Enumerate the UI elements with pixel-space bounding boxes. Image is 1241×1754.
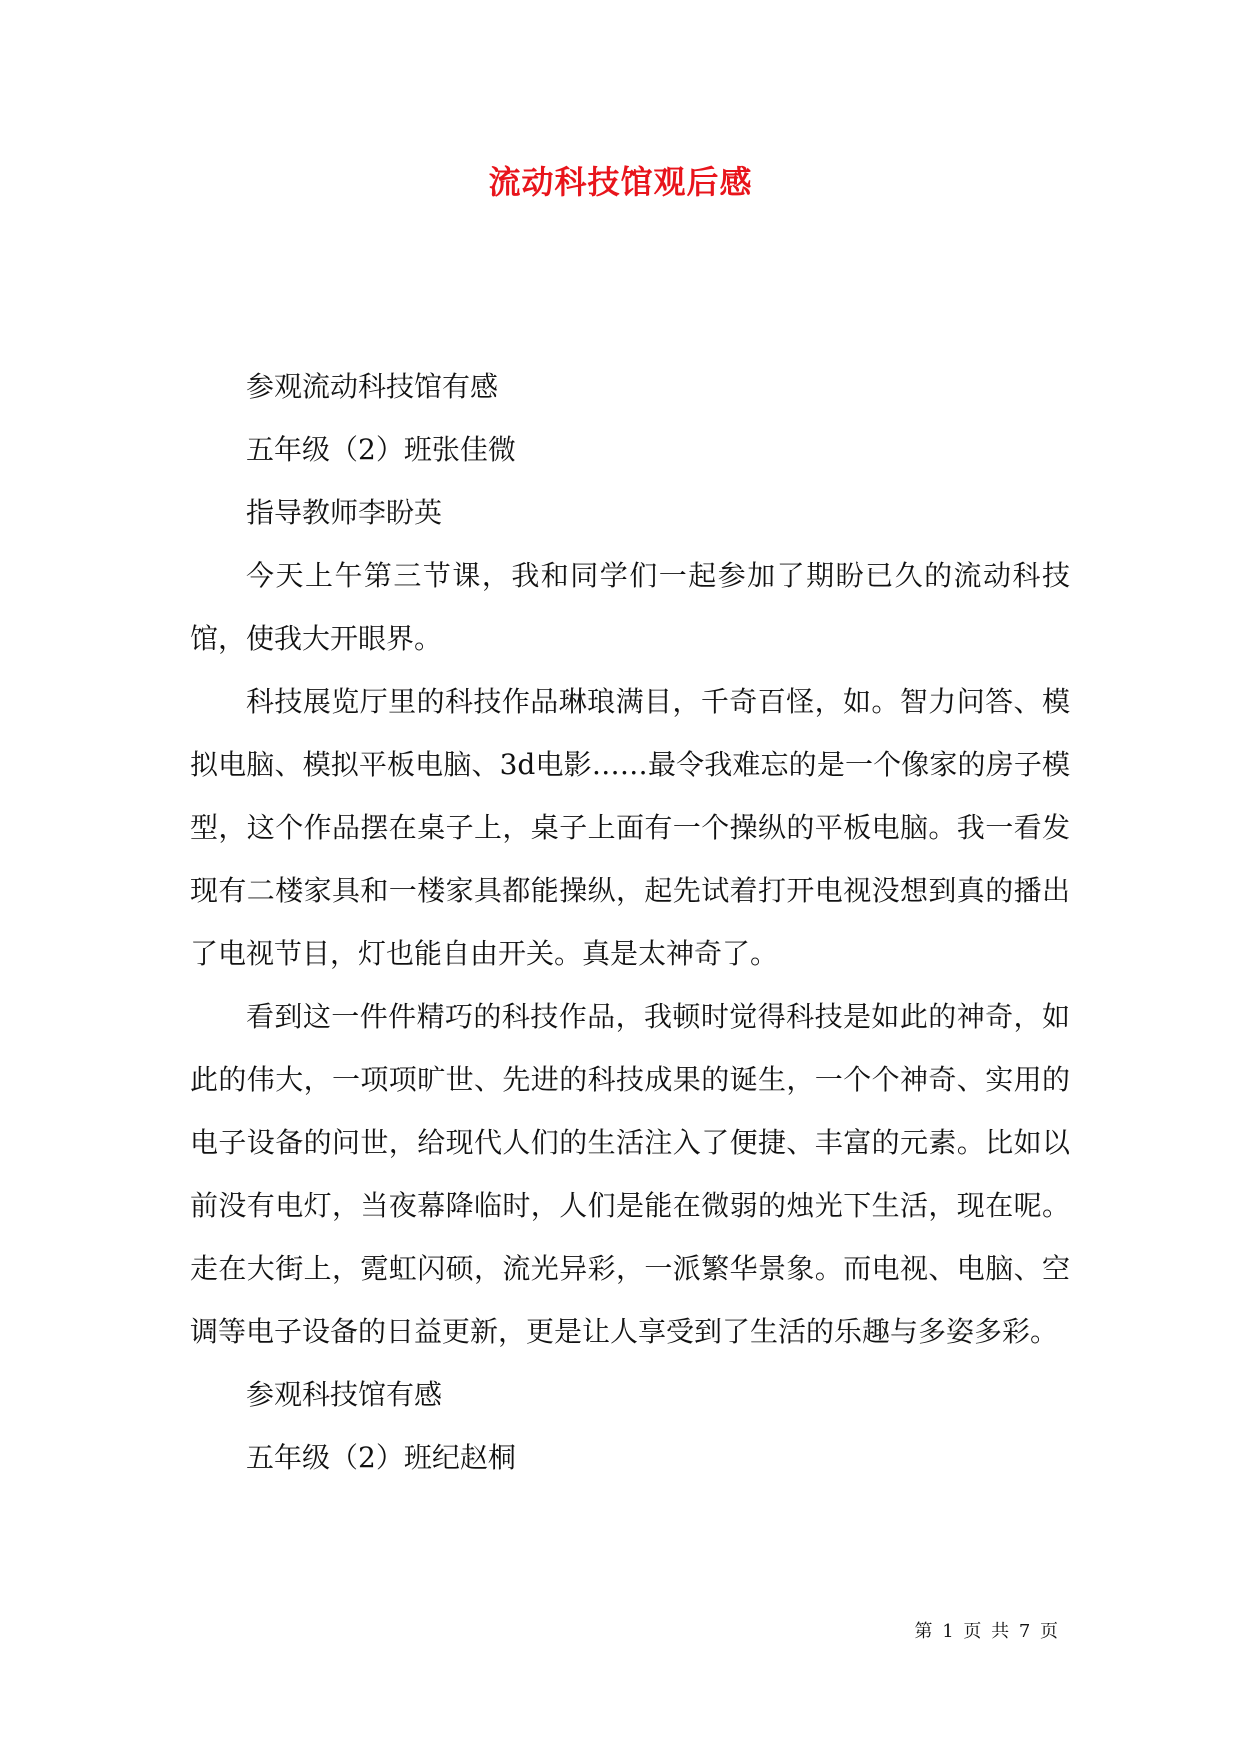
body-paragraph: 科技展览厅里的科技作品琳琅满目，千奇百怪，如。智力问答、模拟电脑、模拟平板电脑、3d电影……最令我难忘的是一个像家的房子模型，这个作品摆在桌子上，桌子上面有一个操纵的平板电脑。我一看发现有二楼家具和一楼家具都能操纵，起先试着打开电视没想到真的播出了电视节目，灯也能自由开关。真是太神奇了。 — [190, 685, 1070, 970]
author-line-1: 五年级（2）班张佳微 — [246, 433, 516, 466]
document-body — [190, 355, 1070, 1489]
subtitle-essay-1: 参观流动科技馆有感 — [246, 370, 499, 403]
subtitle-essay-2: 参观科技馆有感 — [246, 1378, 443, 1411]
document-title: 流动科技馆观后感 — [488, 163, 753, 201]
body-paragraph: 今天上午第三节课，我和同学们一起参加了期盼已久的流动科技馆，使我大开眼界。 — [190, 559, 1070, 655]
author-line-2: 五年级（2）班纪赵桐 — [246, 1441, 516, 1474]
body-paragraph: 看到这一件件精巧的科技作品，我顿时觉得科技是如此的神奇，如此的伟大，一项项旷世、先进的科技成果的诞生，一个个神奇、实用的电子设备的问世，给现代人们的生活注入了便捷、丰富的元素。比如以前没有电灯，当夜幕降临时，人们是能在微弱的烛光下生活，现在呢。走在大街上，霓虹闪硕，流光异彩，一派繁华景象。而电视、电脑、空调等电子设备的日益更新，更是让人享受到了生活的乐趣与多姿多彩。 — [190, 1000, 1070, 1348]
page-number: 第 1 页 共 7 页 — [914, 1621, 1058, 1642]
teacher-line: 指导教师李盼英 — [246, 496, 443, 529]
